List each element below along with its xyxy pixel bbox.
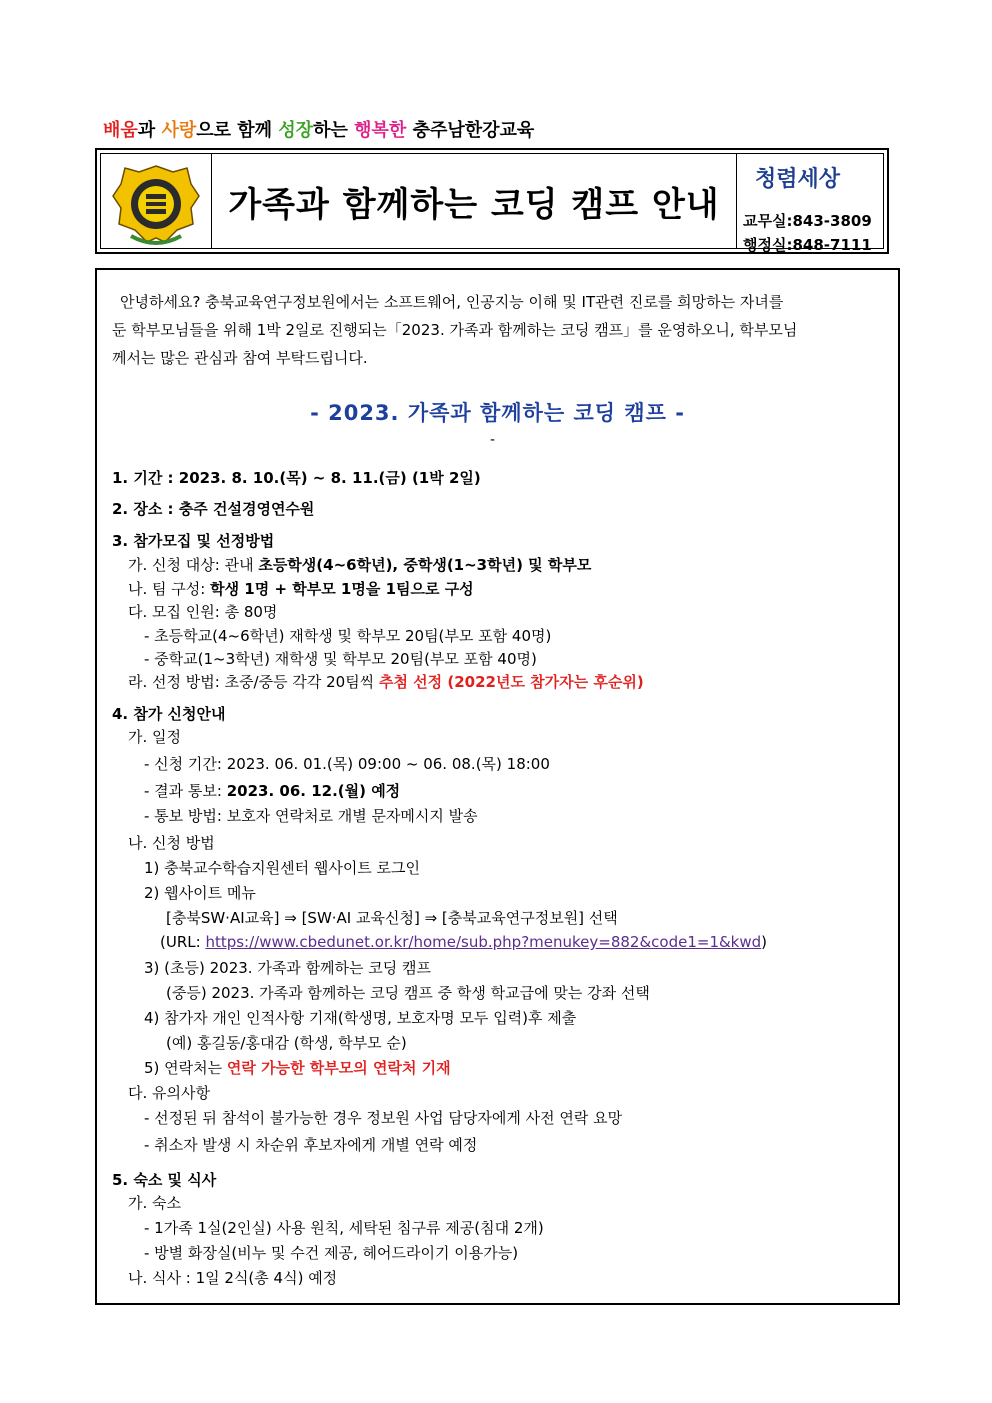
list-item: 다. 모집 인원: 총 80명 — [128, 603, 278, 621]
item-text: (URL: — [160, 933, 206, 951]
list-item: 가. 숙소 — [128, 1194, 182, 1212]
list-item: 다. 유의사항 — [128, 1084, 210, 1102]
list-item: 2) 웹사이트 메뉴 — [144, 884, 256, 902]
item-text: 가. 신청 대상: 관내 — [128, 556, 259, 574]
intro-line: 께서는 많은 관심과 참여 부탁드립니다. — [112, 349, 368, 367]
camp-title: - 2023. 가족과 함께하는 코딩 캠프 - — [310, 401, 685, 425]
list-item — [128, 554, 591, 575]
item-text: ) — [761, 933, 768, 951]
page-title: 가족과 함께하는 코딩 캠프 안내 — [228, 184, 720, 225]
list-item — [128, 578, 474, 599]
item-bold: 초등학생(4~6학년), 중학생(1~3학년) 및 학부모 — [258, 556, 592, 574]
intro-paragraph — [112, 288, 887, 372]
motto — [103, 116, 534, 142]
section-period: 1. 기간 : 2023. 8. 10.(목) ~ 8. 11.(금) (1박 2일) — [112, 469, 481, 487]
list-item: 4) 참가자 개인 인적사항 기재(학생명, 보호자명 모두 입력)후 제출 — [144, 1009, 577, 1027]
list-item — [128, 671, 644, 692]
list-item: 나. 신청 방법 — [128, 834, 215, 852]
list-item: - 초등학교(4~6학년) 재학생 및 학부모 20팀(부모 포함 40명) — [144, 627, 552, 645]
list-item: (중등) 2023. 가족과 함께하는 코딩 캠프 중 학생 학교급에 맞는 강좌 선택 — [166, 984, 650, 1002]
intro-line: 안녕하세요? 충북교육연구정보원에서는 소프트웨어, 인공지능 이해 및 IT관련 진로를 희망하는 자녀를 — [120, 293, 784, 311]
motto-word: 사랑 — [161, 120, 197, 141]
list-item: 3) (초등) 2023. 가족과 함께하는 코딩 캠프 — [144, 959, 432, 977]
divider-dash: - — [490, 432, 496, 448]
motto-text: 과 — [137, 120, 162, 141]
section-heading: 3. 참가모집 및 선정방법 — [112, 532, 275, 550]
header-inner — [100, 153, 884, 254]
phone-office: 교무실:843-3809 — [743, 212, 872, 230]
item-bold: 학생 1명 + 학부모 1명을 1팀으로 구성 — [210, 580, 474, 598]
list-item: - 방별 화장실(비누 및 수건 제공, 헤어드라이기 이용가능) — [144, 1244, 519, 1262]
list-item: 나. 식사 : 1일 2식(총 4식) 예정 — [128, 1269, 338, 1287]
list-item — [144, 1057, 451, 1078]
school-emblem-icon — [101, 154, 211, 252]
list-item: - 취소자 발생 시 차순위 후보자에게 개별 연락 예정 — [144, 1136, 478, 1154]
item-bold: 2023. 06. 12.(월) 예정 — [226, 782, 401, 800]
list-item — [144, 780, 400, 801]
contact-cell — [736, 154, 883, 254]
section-heading: 4. 참가 신청안내 — [112, 705, 226, 723]
list-item: (예) 홍길동/홍대감 (학생, 학부모 순) — [166, 1034, 407, 1052]
list-item: 1) 충북교수학습지원센터 웹사이트 로그인 — [144, 859, 421, 877]
section-heading: 5. 숙소 및 식사 — [112, 1171, 217, 1189]
intro-line: 둔 학부모님들을 위해 1박 2일로 진행되는「2023. 가족과 함께하는 코딩 캠프」를 운영하오니, 학부모님 — [112, 321, 798, 339]
list-item: [충북SW·AI교육] ⇒ [SW·AI 교육신청] ⇒ [충북교육연구정보원] 선택 — [166, 909, 618, 927]
item-highlight: 추첨 선정 (2022년도 참가자는 후순위) — [378, 673, 644, 691]
motto-word: 행복한 — [354, 120, 407, 141]
motto-text: 하는 — [313, 120, 355, 141]
url-line — [160, 933, 767, 951]
school-emblem-cell — [101, 154, 212, 248]
item-text: 5) 연락처는 — [144, 1059, 227, 1077]
list-item: - 중학교(1~3학년) 재학생 및 학부모 20팀(부모 포함 40명) — [144, 650, 537, 668]
list-item: - 통보 방법: 보호자 연락처로 개별 문자메시지 발송 — [144, 807, 478, 825]
item-text: - 결과 통보: — [144, 782, 227, 800]
phone-admin: 행정실:848-7111 — [743, 236, 872, 254]
website-link[interactable]: https://www.cbedunet.or.kr/home/sub.php?menukey=882&code1=1&kwd — [205, 933, 762, 951]
list-item: - 신청 기간: 2023. 06. 01.(목) 09:00 ~ 06. 08.(목) 18:00 — [144, 755, 550, 773]
header-table — [95, 148, 889, 254]
list-item: 가. 일정 — [128, 728, 182, 746]
list-item: - 1가족 1실(2인실) 사용 원칙, 세탁된 침구류 제공(침대 2개) — [144, 1219, 544, 1237]
motto-text: 충주남한강교육 — [406, 120, 535, 141]
item-text: 라. 선정 방법: 초중/중등 각각 20팀씩 — [128, 673, 379, 691]
integrity-slogan-logo: 청렴세상 — [755, 166, 841, 192]
section-venue: 2. 장소 : 충주 건설경영연수원 — [112, 500, 315, 518]
item-text: 나. 팀 구성: — [128, 580, 211, 598]
motto-text: 으로 함께 — [196, 120, 279, 141]
list-item: - 선정된 뒤 참석이 불가능한 경우 정보원 사업 담당자에게 사전 연락 요망 — [144, 1109, 623, 1127]
item-highlight: 연락 가능한 학부모의 연락처 기재 — [226, 1059, 451, 1077]
motto-word: 성장 — [278, 120, 314, 141]
motto-word: 배움 — [103, 120, 138, 141]
